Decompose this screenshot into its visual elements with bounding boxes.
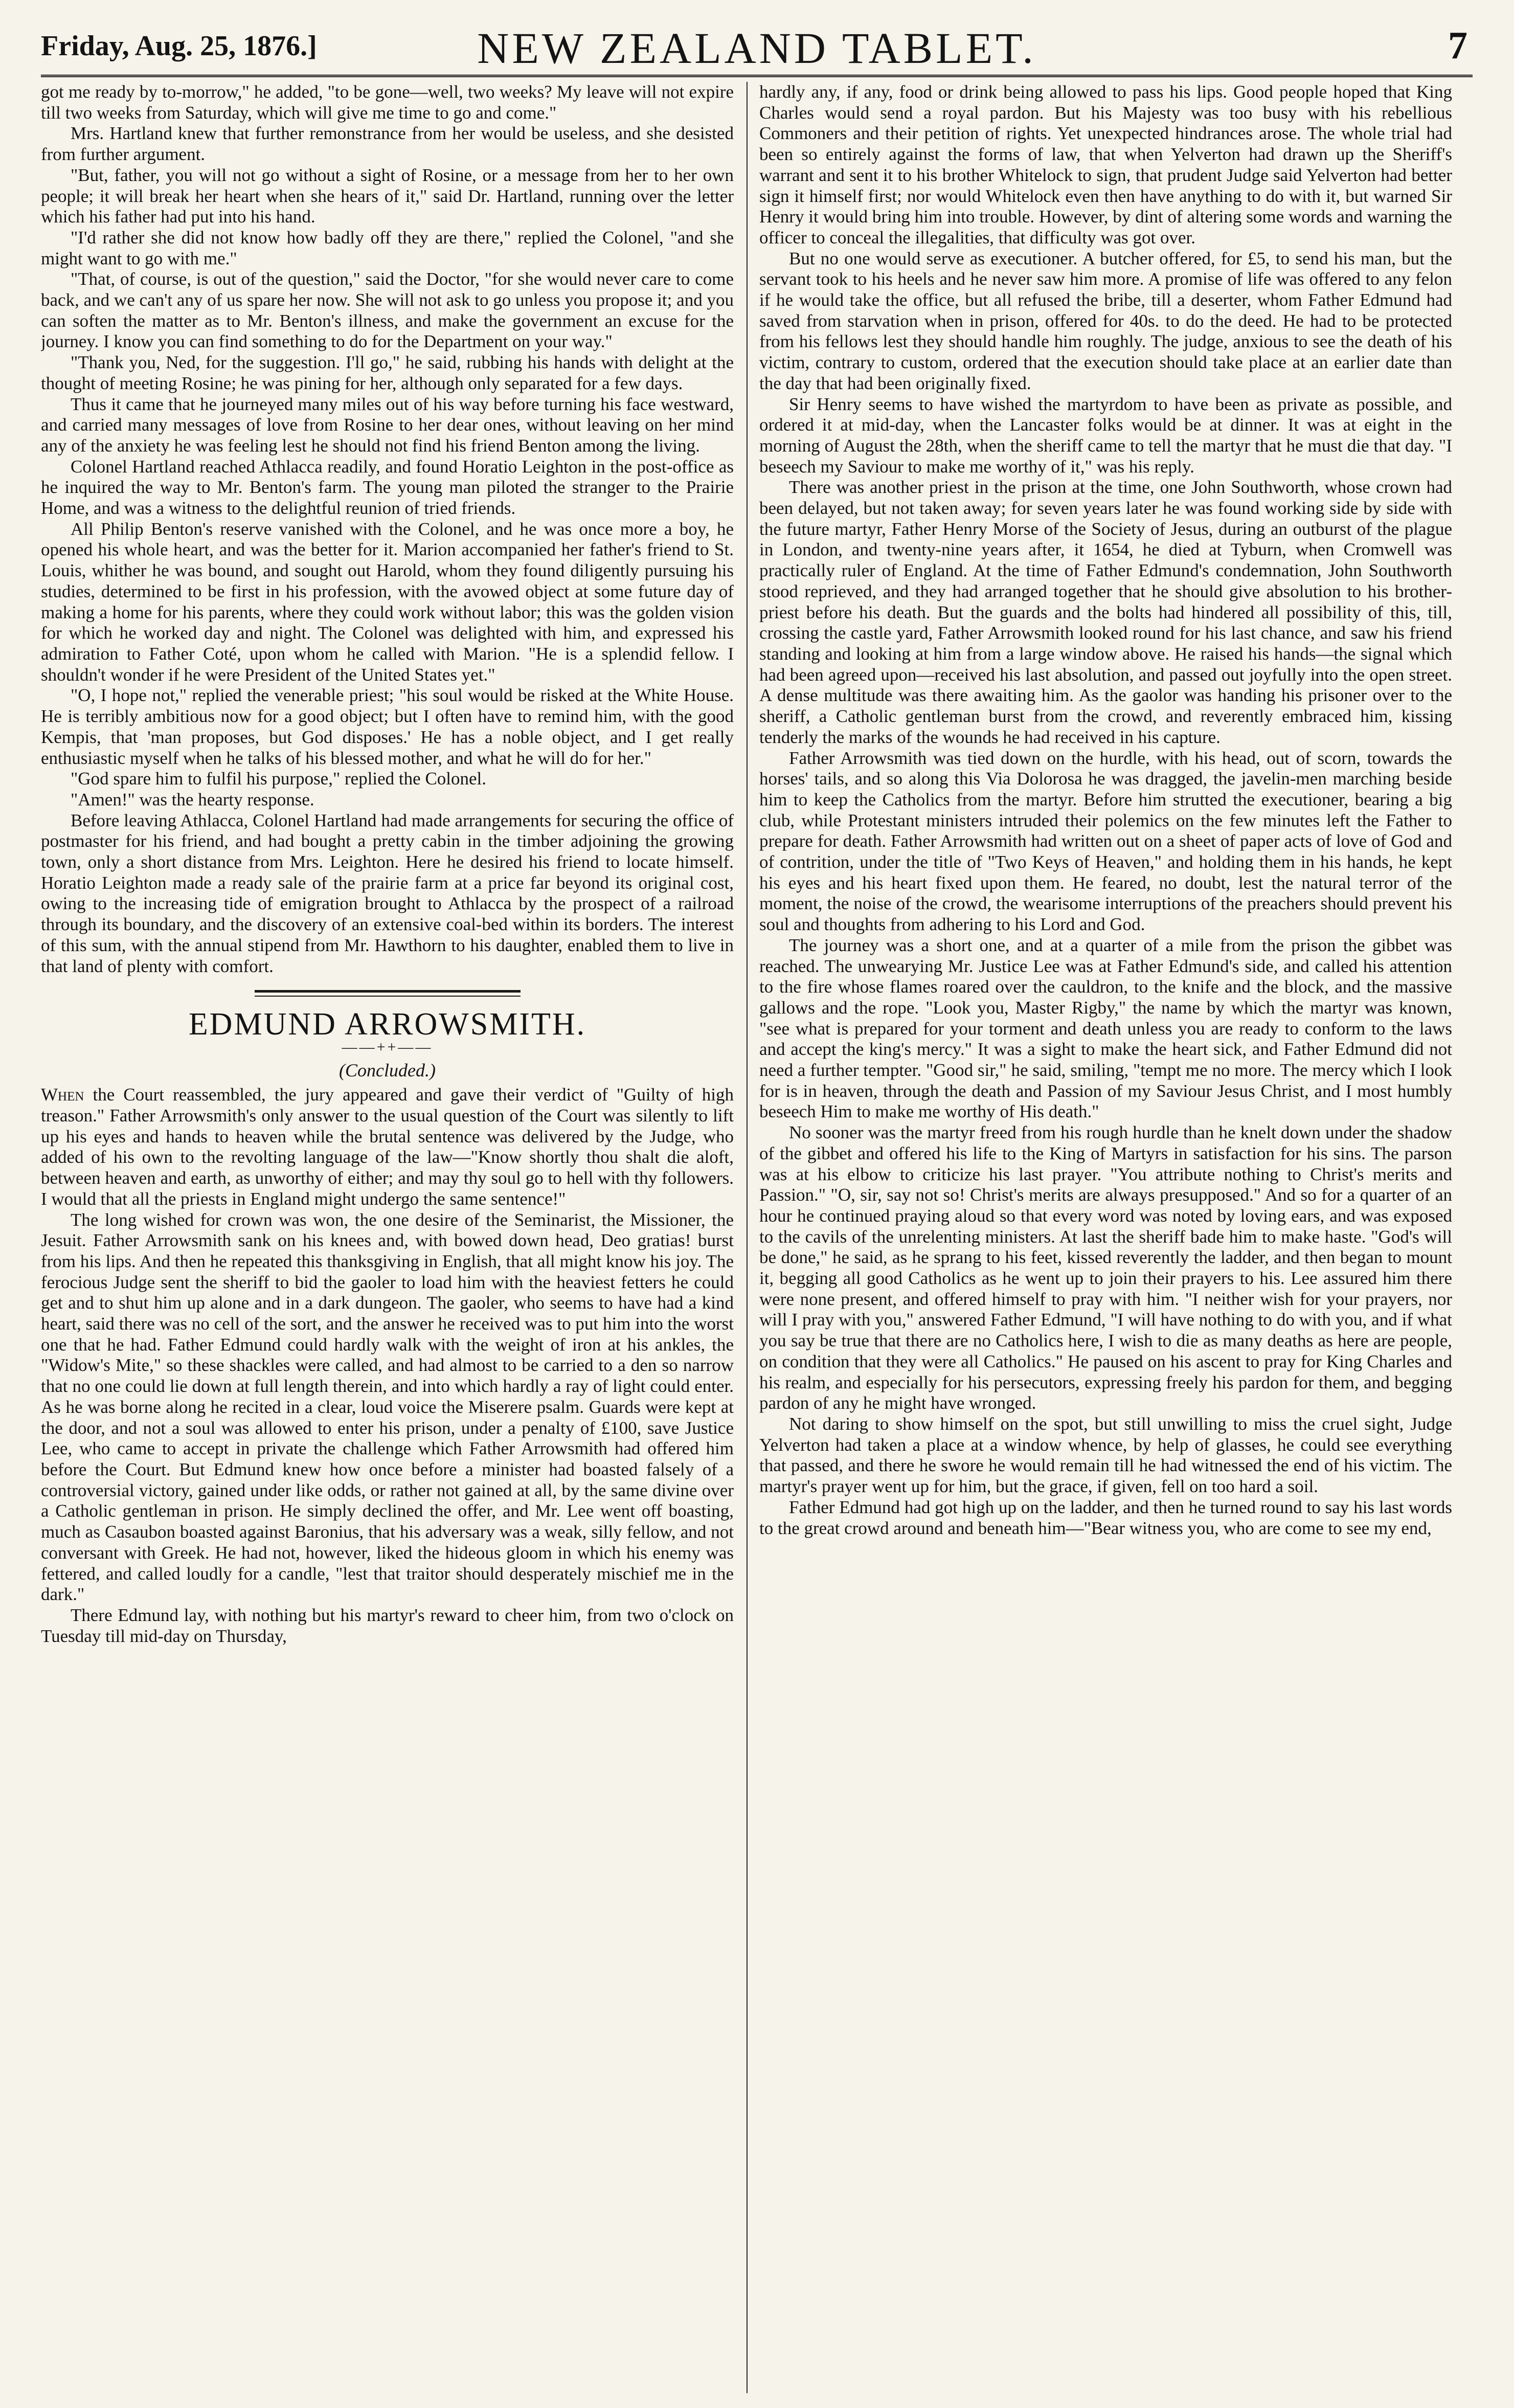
serial-paragraph: got me ready by to-morrow," he added, "to be gone—well, two weeks? My leave will not expire till two weeks from Saturday, which will give me time to go and come." (41, 82, 734, 123)
article-title: EDMUND ARROWSMITH. (188, 1007, 586, 1042)
serial-paragraph: "But, father, you will not go without a sight of Rosine, or a message from her to her own people; it will break her heart when she hears of it," said Dr. Hartland, running over the letter which his father had put into his hand. (41, 165, 734, 227)
serial-paragraph: "Thank you, Ned, for the suggestion. I'll go," he said, rubbing his hands with delight at the thought of meeting Rosine; he was pining for her, although only separated for a few days. (41, 352, 734, 393)
article-paragraph: There Edmund lay, with nothing but his martyr's reward to cheer him, from two o'clock on Tuesday till mid-day on Thursday, (41, 1605, 734, 1646)
article-paragraph: Not daring to show himself on the spot, but still unwilling to miss the cruel sight, Judge Yelverton had taken a place at a window whence, by help of glasses, he could see everything that passed, and there he swore he would remain till he had witnessed the end of his victim. The martyr's prayer went up for him, but the grace, if given, fell on too hard a soil. (759, 1414, 1452, 1497)
issue-date: Friday, Aug. 25, 1876.] (41, 30, 317, 62)
serial-paragraph: "God spare him to fulfil his purpose," replied the Colonel. (71, 769, 487, 789)
article-paragraph: The long wished for crown was won, the one desire of the Seminarist, the Missioner, the Jesuit. Father Arrowsmith sank on his knees and, with bowed down head, Deo gratias! burst from his lips. And then he repeated this thanksgiving in English, that all might know his joy. The ferocious Judge sent the sheriff to bid the gaoler to load him with the heaviest fetters he could get and to shut him up alone and in a dark dungeon. The gaoler, who seems to have had a kind heart, said there was no cell of the sort, and the answer he received was to put him into the worst one that he had. Father Edmund could hardly walk with the weight of iron at his ankles, the "Widow's Mite," so these shackles were called, and had almost to be carried to a den so narrow that no one could lie down at full length therein, and into which hardly a ray of light could enter. As he was borne along he recited in a clear, loud voice the Miserere psalm. Guards were kept at the door, and not a soul was allowed to enter his prison, under a penalty of £100, save Justice Lee, who came to accept in private the challenge which Father Arrowsmith had offered him before the Court. But Edmund knew how once before a minister had boasted falsely of a controversial victory, gained under like odds, or rather not gained at all, by the same divine over a Catholic gentleman in prison. He simply declined the offer, and Mr. Lee went off boasting, much as Casaubon boasted against Baronius, that his adversary was a weak, silly fellow, and not conversant with Greek. He had not, however, liked the hideous gloom in which his enemy was fettered, and called loudly for a candle, "lest that traitor should desperately mischief me in the dark." (41, 1209, 734, 1605)
article-text: the Court reassembled, the jury appeared and gave their verdict of "Guilty of high treason." Father Arrowsmith's only answer to the usual question of the Court was silently to lift up his eyes and hands to heaven while the brutal sentence was delivered by the Judge, who added of his own to the revolting language of the law—"Know shortly thou shalt die aloft, between heaven and earth, as unworthy of either; and may thy soul go to hell with thy followers. I would that all the priests in England might undergo the same sentence!" (41, 1085, 734, 1209)
serial-story (41, 82, 734, 977)
left-column (41, 82, 734, 2393)
serial-paragraph: All Philip Benton's reserve vanished with the Colonel, and he was once more a boy, he opened his whole heart, and was the better for it. Marion accompanied her father's friend to St. Louis, whither he was bound, and sought out Harold, whom they found diligently pursuing his studies, determined to be first in his profession, with the avowed object at some future day of making a home for his parents, where they could work without labor; this was the golden vision for which he worked day and night. The Colonel was delighted with him, and expressed his admiration to Father Coté, upon whom he called with Marion. "He is a splendid fellow. I shouldn't wonder if he were President of the United States yet." (41, 519, 734, 685)
article-paragraph: The journey was a short one, and at a quarter of a mile from the prison the gibbet was reached. The unwearying Mr. Justice Lee was at Father Edmund's side, and called his attention to the fire whose flames roared over the cauldron, to the knife and the block, and the massive gallows and the rope. "Look you, Master Rigby," the name by which the martyr was known, "see what is prepared for your torment and death unless you are ready to conform to the laws and accept the king's mercy." It was a sight to make the heart sick, and Father Edmund did not need a further tempter. "Good sir," he said, smiling, "tempt me no more. The mercy which I look for is in heaven, through the death and Passion of my Saviour Jesus Christ, and I most humbly beseech Him to make me worthy of His death." (759, 935, 1452, 1122)
section-divider (255, 990, 521, 997)
lead-word: When (41, 1085, 84, 1105)
title-ornament: ——++—— (342, 1038, 433, 1055)
right-column (759, 82, 1452, 2393)
article-paragraph: No sooner was the martyr freed from his rough hurdle than he knelt down under the shadow of the gibbet and offered his life to the King of Martyrs in satisfaction for his sins. The parson was at his elbow to criticize his last prayer. "You attribute nothing to Christ's merits and Passion." "O, sir, say not so! Christ's merits are always presupposed." And so for a quarter of an hour he continued praying aloud so that every word was noted by loving ears, and was exposed to the cavils of the unrelenting ministers. At last the sheriff bade him to make haste. "God's will be done," he said, as he sprang to his feet, kissed reverently the ladder, and then began to mount it, begging all good Catholics as he went up to join their prayers to his. Lee assured him there were none present, and offered himself to pray with him. "I neither wish for your prayers, nor will I pray with you," answered Father Edmund, "I will have nothing to do with you, and if what you say be true that there are no Catholics here, I wish to die as many deaths as here are people, on condition that they were all Catholics." He paused on his ascent to pray for King Charles and his realm, and especially for his persecutors, expressing freely his pardon for them, and begging pardon of any he might have wronged. (759, 1122, 1452, 1413)
article-paragraph (41, 1085, 734, 1209)
serial-paragraph: Thus it came that he journeyed many miles out of his way before turning his face westward, and carried many messages of love from Rosine to her dear ones, without leaving on her mind any of the anxiety he was feeling lest he should not find his friend Benton among the living. (41, 394, 734, 456)
article-paragraph: Father Edmund had got high up on the ladder, and then he turned round to say his last words to the great crowd around and beneath him—"Bear witness you, who are come to see my end, (759, 1497, 1452, 1538)
article-paragraph: hardly any, if any, food or drink being allowed to pass his lips. Good people hoped that King Charles would send a royal pardon. But his Majesty was too busy with his rebellious Commoners and their petition of rights. Yet unexpected hindrances arose. The whole trial had been so entirely against the forms of law, that when Yelverton had drawn up the Sheriff's warrant and sent it to his brother Whitelock to sign, that prudent Judge said Yelverton had better sign it himself first; nor would Whitelock even then have anything to do with it, but warned Sir Henry it would bring him into trouble. However, by dint of altering some words and warning the officer to conceal the illegalities, that difficulty was got over. (759, 82, 1452, 247)
serial-paragraph: Colonel Hartland reached Athlacca readily, and found Horatio Leighton in the post-office as he inquired the way to Mr. Benton's farm. The young man piloted the stranger to the Prairie Home, and was a witness to the delightful reunion of tried friends. (41, 456, 734, 519)
article-paragraph: There was another priest in the prison at the time, one John Southworth, whose crown had been delayed, but not taken away; for seven years later he was found working side by side with the future martyr, Father Henry Morse of the Society of Jesus, during an outburst of the plague in London, and twenty-nine years after, it 1654, he died at Tyburn, when Cromwell was practically ruler of England. At the time of Father Edmund's condemnation, John Southworth stood reprieved, and they had arranged together that he should give absolution to his brother-priest before his death. But the guards and the bolts had hindered all possibility of this, till, crossing the castle yard, Father Arrowsmith looked round for his last chance, and saw his friend standing and looking at him from a large window above. He raised his hands—the signal which had been agreed upon—received his last absolution, and passed out joyfully into the open street. A dense multitude was there awaiting him. As the gaolor was handing his prisoner over to the sheriff, a Catholic gentleman burst from the crowd, and reverently embraced him, kissing tenderly the marks of the wounds he had received in his capture. (759, 477, 1452, 747)
masthead (41, 18, 1473, 77)
newspaper-title: NEW ZEALAND TABLET. (477, 24, 1036, 73)
article-subtitle: (Concluded.) (339, 1060, 436, 1081)
column-rule (747, 82, 748, 2393)
article-paragraph: Father Arrowsmith was tied down on the hurdle, with his head, out of scorn, towards the horses' tails, and so along this Via Dolorosa he was dragged, the javelin-men marching beside him to keep the Catholics from the martyr. Before him strutted the executioner, bearing a big club, while Protestant ministers intruded their polemics on the few minutes left the Father to prepare for death. Father Arrowsmith had written out on a sheet of paper acts of love of God and of contrition, under the title of "Two Keys of Heaven," and holding them in his hands, he kept his eyes and his heart fixed upon them. He feared, no doubt, lest the natural terror of the moment, the noise of the crowd, the wearisome interruptions of the preachers should prevent his soul and thoughts from adhering to his Lord and God. (759, 748, 1452, 935)
article-paragraph: But no one would serve as executioner. A butcher offered, for £5, to send his man, but the servant took to his heels and he never saw him more. A promise of life was offered to any felon if he would take the office, but all refused the bribe, till a deserter, whom Father Edmund had saved from starvation when in prison, offered for 40s. to do the deed. He had to be protected from his fellows lest they should handle him roughly. The judge, anxious to see the death of his victim, contrary to custom, ordered that the execution should take place at an earlier date than the day that had been originally fixed. (759, 248, 1452, 393)
serial-paragraph: Before leaving Athlacca, Colonel Hartland had made arrangements for securing the office of postmaster for his friend, and had bought a pretty cabin in the timber adjoining the growing town, only a short distance from Mrs. Leighton. Here he desired his friend to locate himself. Horatio Leighton made a ready sale of the prairie farm at a price far beyond its original cost, owing to the increasing tide of emigration brought to Athlacca by the prospect of a railroad through its boundary, and the discovery of an extensive coal-bed within its borders. The interest of this sum, with the annual stipend from Mr. Hawthorn to his daughter, enabled them to live in that land of plenty with comfort. (41, 810, 734, 976)
serial-paragraph: Mrs. Hartland knew that further remonstrance from her would be useless, and she desisted from further argument. (41, 123, 734, 165)
article-paragraph: Sir Henry seems to have wished the martyrdom to have been as private as possible, and ordered it at mid-day, when the Lancaster folks would be at dinner. It was at eight in the morning of August the 28th, when the sheriff came to tell the martyr that he must die that day. "I beseech my Saviour to make me worthy of it," was his reply. (759, 394, 1452, 477)
serial-paragraph: "I'd rather she did not know how badly off they are there," replied the Colonel, "and she might want to go with me." (41, 227, 734, 268)
serial-paragraph: "O, I hope not," replied the venerable priest; "his soul would be risked at the White House. He is terribly ambitious now for a good object; but I often have to remind him, with the good Kempis, that 'man proposes, but God disposes.' He has a noble object, and I get really enthusiastic myself when he talks of his blessed mother, and what he will do for her." (41, 685, 734, 768)
page-number: 7 (1448, 24, 1467, 67)
serial-paragraph: "Amen!" was the hearty response. (71, 789, 314, 809)
serial-paragraph: "That, of course, is out of the question," said the Doctor, "for she would never care to come back, and we can't any of us spare her now. She will not ask to go unless you propose it; and you can soften the matter as to Mr. Benton's illness, and make the government an excuse for the journey. I know you can find something to do for the Department on your way." (41, 269, 734, 352)
